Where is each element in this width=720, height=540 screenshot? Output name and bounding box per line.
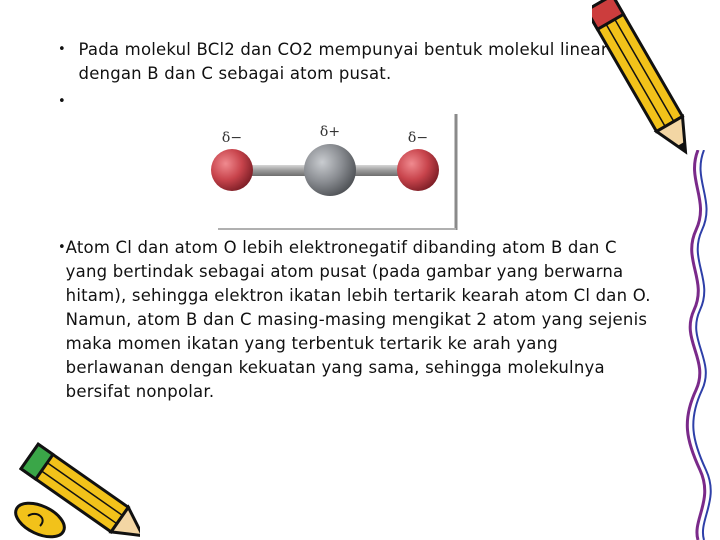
partial-charge-center: δ+: [319, 124, 341, 140]
pencil-icon: [592, 0, 702, 170]
bullet-marker: •: [58, 42, 66, 57]
bullet-text: Atom Cl dan atom O lebih elektronegatif dibanding atom B dan C yang bertindak sebagai atom pusat (pada gambar yang berwarna hitam), sehingga elektron ikatan lebih tertarik kearah atom Cl dan O. Namun, atom B dan C masing-masing mengikat 2 atom yang sejenis maka momen ikatan yang terbentuk tertarik ke arah yang berlawanan dengan kekuatan yang sama, sehingga molekulnya bersifat nonpolar.: [65, 238, 651, 401]
wavy-line-border: [678, 150, 718, 540]
linear-molecule-figure: [198, 112, 460, 232]
center-atom: [304, 144, 356, 196]
bullet-item-explanation: [58, 236, 658, 404]
partial-charge-right: δ−: [407, 130, 429, 146]
molecule-diagram: [198, 112, 460, 232]
bullet-item-linear-shape: [58, 38, 658, 86]
pencil-icon: [0, 432, 140, 540]
bullet-marker: •: [58, 240, 66, 255]
outer-atom-left: [211, 149, 253, 191]
bullet-text: Pada molekul BCl2 dan CO2 mempunyai bentuk molekul linear dengan B dan C sebagai atom pusat.: [78, 40, 608, 83]
outer-atom-right: [397, 149, 439, 191]
partial-charge-left: δ−: [221, 130, 243, 146]
bullet-item-empty: [58, 90, 88, 114]
bullet-marker: •: [58, 94, 66, 109]
